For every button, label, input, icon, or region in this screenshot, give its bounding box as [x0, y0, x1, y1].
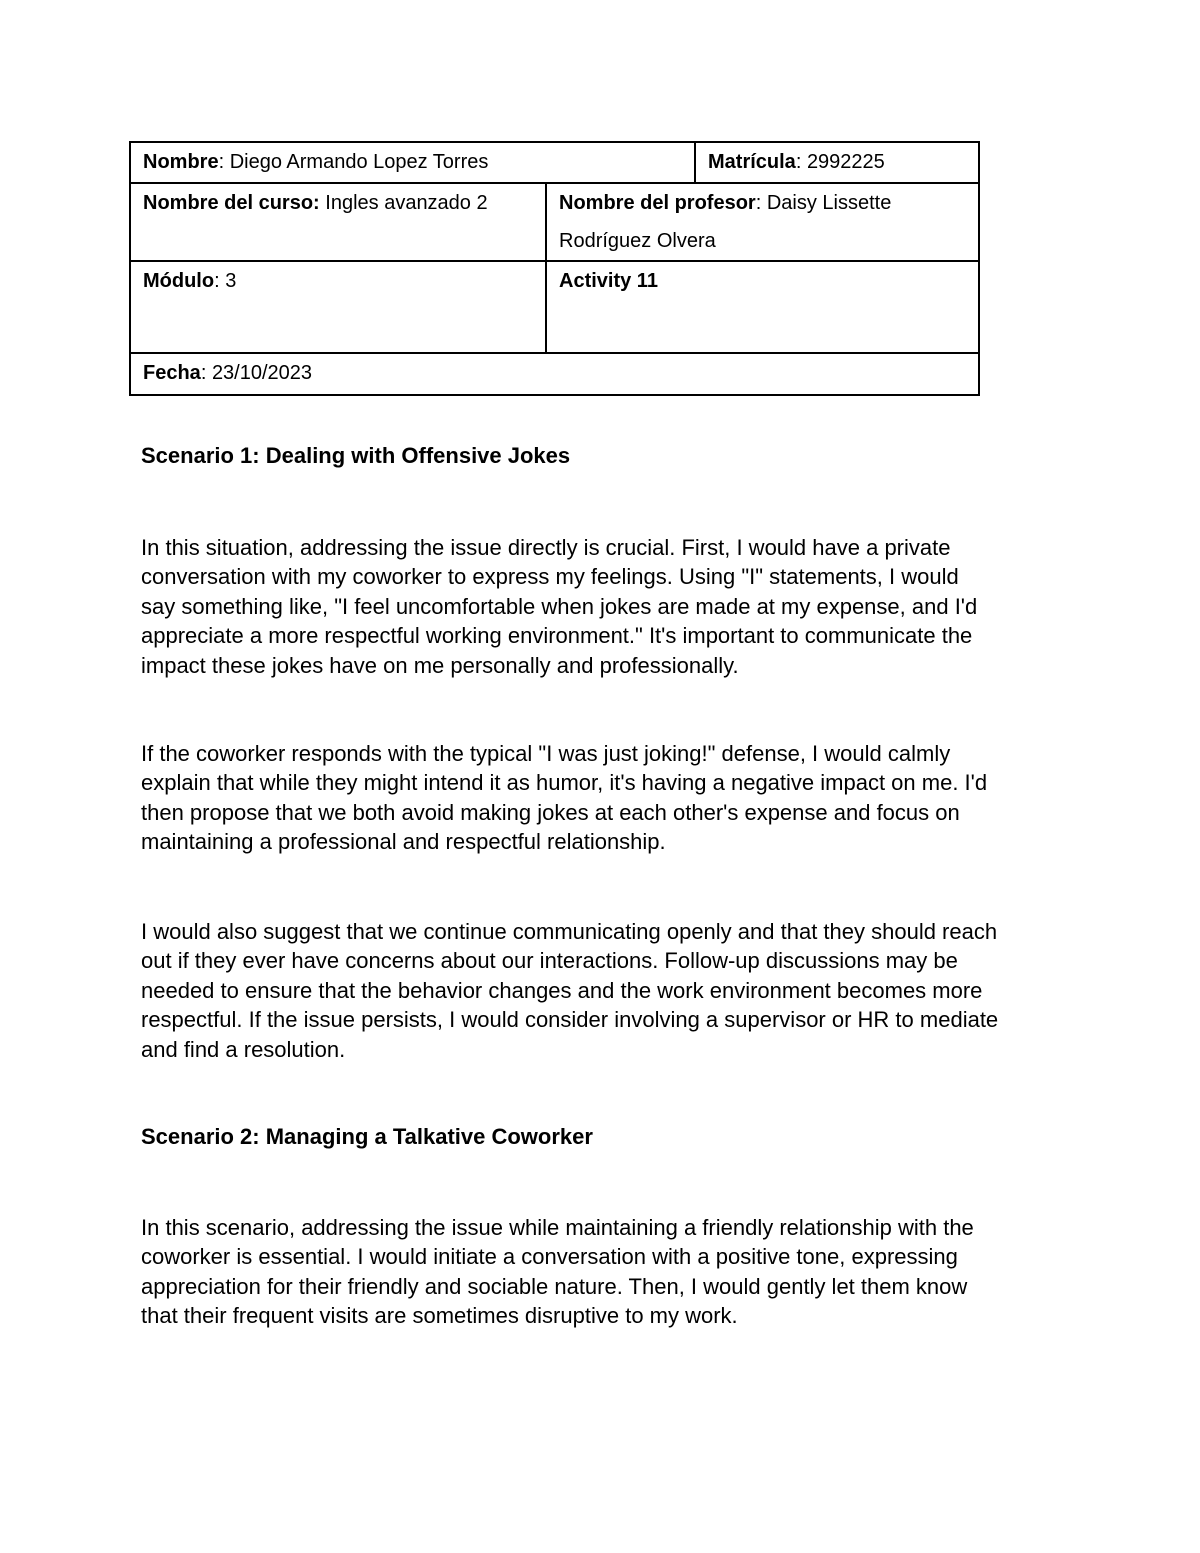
- fecha-value: 23/10/2023: [211, 362, 313, 384]
- text-line: needed to ensure that the behavior changes and the work environment becomes more: [141, 977, 983, 1003]
- modulo-value: 3: [225, 270, 237, 292]
- scenario1-paragraph-3: [141, 917, 1081, 1064]
- table-row: [130, 183, 979, 261]
- profesor-value-line2: Rodríguez Olvera: [559, 230, 716, 252]
- scenario1-paragraph-1: [141, 533, 1081, 680]
- scenario2-title: Scenario 2: Managing a Talkative Coworker: [141, 1124, 593, 1149]
- fecha-cell: [130, 353, 979, 395]
- profesor-value-line1: Daisy Lissette: [766, 192, 892, 214]
- nombre-label: Nombre: [143, 151, 219, 173]
- profesor-label: Nombre del profesor: [559, 192, 756, 214]
- text-line: appreciation for their friendly and sociable nature. Then, I would gently let them know: [141, 1273, 968, 1299]
- text-line: coworker is essential. I would initiate a conversation with a positive tone, expressing: [141, 1244, 958, 1270]
- text-line: say something like, "I feel uncomfortable when jokes are made at my expense, and I'd: [141, 593, 978, 619]
- separator: :: [795, 151, 807, 173]
- text-line: If the coworker responds with the typical "I was just joking!" defense, I would calmly: [141, 741, 951, 766]
- activity-cell: [546, 261, 979, 353]
- table-row: [130, 353, 979, 395]
- text-line: impact these jokes have on me personally and professionally.: [141, 652, 739, 678]
- curso-value: Ingles avanzado 2: [325, 192, 488, 214]
- modulo-cell: [130, 261, 546, 353]
- curso-label: Nombre del curso:: [143, 192, 320, 214]
- curso-cell: [130, 183, 546, 261]
- text-line: and find a resolution.: [141, 1036, 346, 1062]
- fecha-label: Fecha: [143, 362, 201, 384]
- modulo-label: Módulo: [143, 270, 215, 292]
- text-line: that their frequent visits are sometimes disruptive to my work.: [141, 1303, 738, 1329]
- text-line: out if they ever have concerns about our interactions. Follow-up discussions may be: [141, 948, 958, 974]
- text-line: appreciate a more respectful working environment." It's important to communicate the: [141, 623, 973, 649]
- text-line: In this situation, addressing the issue directly is crucial. First, I would have a private: [141, 535, 951, 560]
- nombre-cell: [130, 142, 695, 183]
- text-line: explain that while they might intend it as humor, it's having a negative impact on me. I'd: [141, 770, 988, 796]
- text-line: conversation with my coworker to express my feelings. Using "I" statements, I would: [141, 564, 959, 590]
- matricula-value: 2992225: [806, 151, 885, 173]
- table-row: [130, 261, 979, 353]
- separator: :: [218, 151, 230, 173]
- text-line: maintaining a professional and respectful relationship.: [141, 829, 666, 855]
- table-row: [130, 142, 979, 183]
- profesor-cell: [546, 183, 979, 261]
- scenario2-paragraph-1: [141, 1213, 1081, 1331]
- activity-label: Activity 11: [559, 270, 658, 292]
- text-line: In this scenario, addressing the issue while maintaining a friendly relationship with the: [141, 1215, 974, 1240]
- text-line: respectful. If the issue persists, I would consider involving a supervisor or HR to mediate: [141, 1007, 999, 1033]
- scenario1-paragraph-2: [141, 739, 1081, 857]
- separator: :: [214, 270, 226, 292]
- nombre-value: Diego Armando Lopez Torres: [229, 151, 489, 173]
- student-info-table: [129, 141, 980, 396]
- separator: :: [755, 192, 767, 214]
- scenario1-title: Scenario 1: Dealing with Offensive Jokes: [141, 443, 571, 468]
- text-line: I would also suggest that we continue communicating openly and that they should reach: [141, 919, 998, 944]
- matricula-cell: [695, 142, 979, 183]
- separator: :: [200, 362, 212, 384]
- matricula-label: Matrícula: [708, 151, 796, 173]
- text-line: then propose that we both avoid making jokes at each other's expense and focus on: [141, 799, 960, 825]
